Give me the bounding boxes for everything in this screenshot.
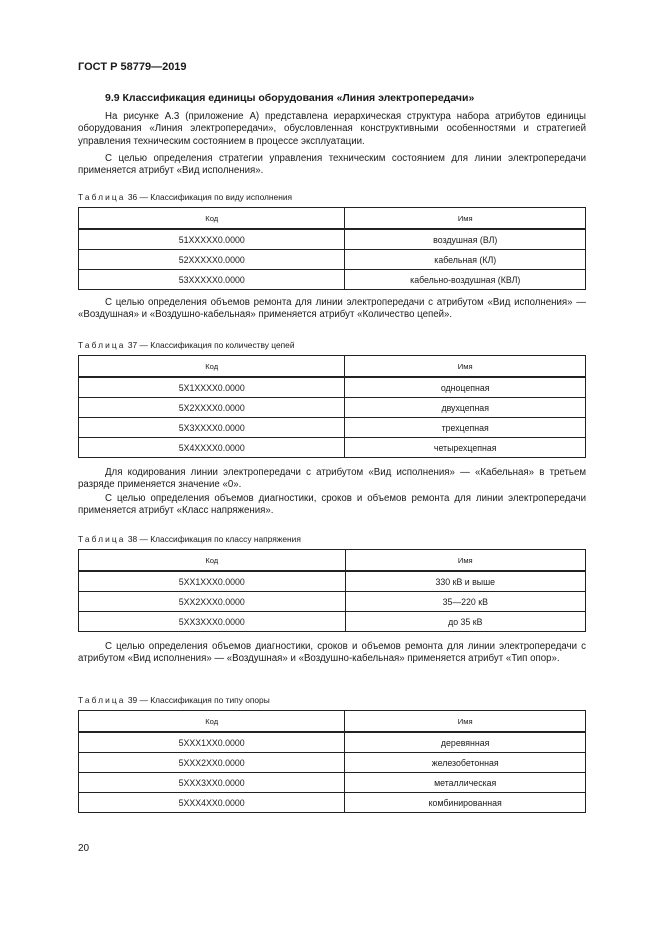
table-row: 5XX3XXX0.0000 до 35 кВ	[79, 612, 586, 632]
table-row: 5XXX2XX0.0000 железобетонная	[79, 753, 586, 773]
paragraph: Для кодирования линии электропередачи с атрибутом «Вид исполнения» — «Кабельная» в третьем разряде применяется значение «0».	[78, 467, 586, 491]
column-header-code: Код	[79, 550, 346, 572]
column-header-code: Код	[79, 356, 345, 378]
table-37	[78, 355, 586, 458]
column-header-name: Имя	[345, 356, 586, 378]
table-36	[78, 207, 586, 290]
paragraph: С целью определения стратегии управления техническим состоянием для линии электропередачи применяется атрибут «Вид исполнения».	[78, 153, 586, 177]
table-row: 5XX1XXX0.0000 330 кВ и выше	[79, 571, 586, 592]
paragraph: С целью определения объемов диагностики, сроков и объемов ремонта для линии электропередачи с атрибутом «Вид исполнения» — «Воздушная» и «Воздушно-кабельная» применяется атрибут «Тип опор».	[78, 641, 586, 665]
table-row: 5X2XXXX0.0000 двухцепная	[79, 398, 586, 418]
table-row: 51XXXXX0.0000 воздушная (ВЛ)	[79, 229, 586, 250]
column-header-code: Код	[79, 711, 345, 733]
table-row: 52XXXXX0.0000 кабельная (КЛ)	[79, 250, 586, 270]
paragraph: С целью определения объемов диагностики, сроков и объемов ремонта для линии электропередачи применяется атрибут «Класс напряжения».	[78, 493, 586, 517]
table-row: 5X4XXXX0.0000 четырехцепная	[79, 438, 586, 458]
table-row: 5XXX3XX0.0000 металлическая	[79, 773, 586, 793]
column-header-code: Код	[79, 208, 345, 230]
table-row: 5X1XXXX0.0000 одноцепная	[79, 377, 586, 398]
table-caption: Таблица 36 — Классификация по виду исполнения	[78, 192, 293, 202]
column-header-name: Имя	[345, 550, 585, 572]
column-header-name: Имя	[345, 208, 586, 230]
paragraph: На рисунке А.3 (приложение А) представлена иерархическая структура набора атрибутов единицы оборудования «Линия электропередачи», обусловленная конструктивными особенностями и стратегией управления техническим состоянием в процессе эксплуатации.	[78, 111, 586, 147]
table-row: 5X3XXXX0.0000 трехцепная	[79, 418, 586, 438]
document-header: ГОСТ Р 58779—2019	[78, 61, 187, 73]
table-38	[78, 549, 586, 632]
page-number: 20	[78, 843, 90, 854]
table-row: 5XXX1XX0.0000 деревянная	[79, 732, 586, 753]
table-row: 53XXXXX0.0000 кабельно-воздушная (КВЛ)	[79, 270, 586, 290]
table-39	[78, 710, 586, 813]
table-row: 5XXX4XX0.0000 комбинированная	[79, 793, 586, 813]
table-caption: Таблица 38 — Классификация по классу напряжения	[78, 534, 301, 544]
table-caption: Таблица 39 — Классификация по типу опоры	[78, 695, 270, 705]
column-header-name: Имя	[345, 711, 586, 733]
paragraph: С целью определения объемов ремонта для линии электропередачи с атрибутом «Вид исполнения» — «Воздушная» и «Воздушно-кабельная» применяется атрибут «Количество цепей».	[78, 297, 586, 321]
section-title: 9.9 Классификация единицы оборудования «Линия электропередачи»	[105, 92, 475, 104]
table-row: 5XX2XXX0.0000 35—220 кВ	[79, 592, 586, 612]
table-caption: Таблица 37 — Классификация по количеству цепей	[78, 340, 295, 350]
